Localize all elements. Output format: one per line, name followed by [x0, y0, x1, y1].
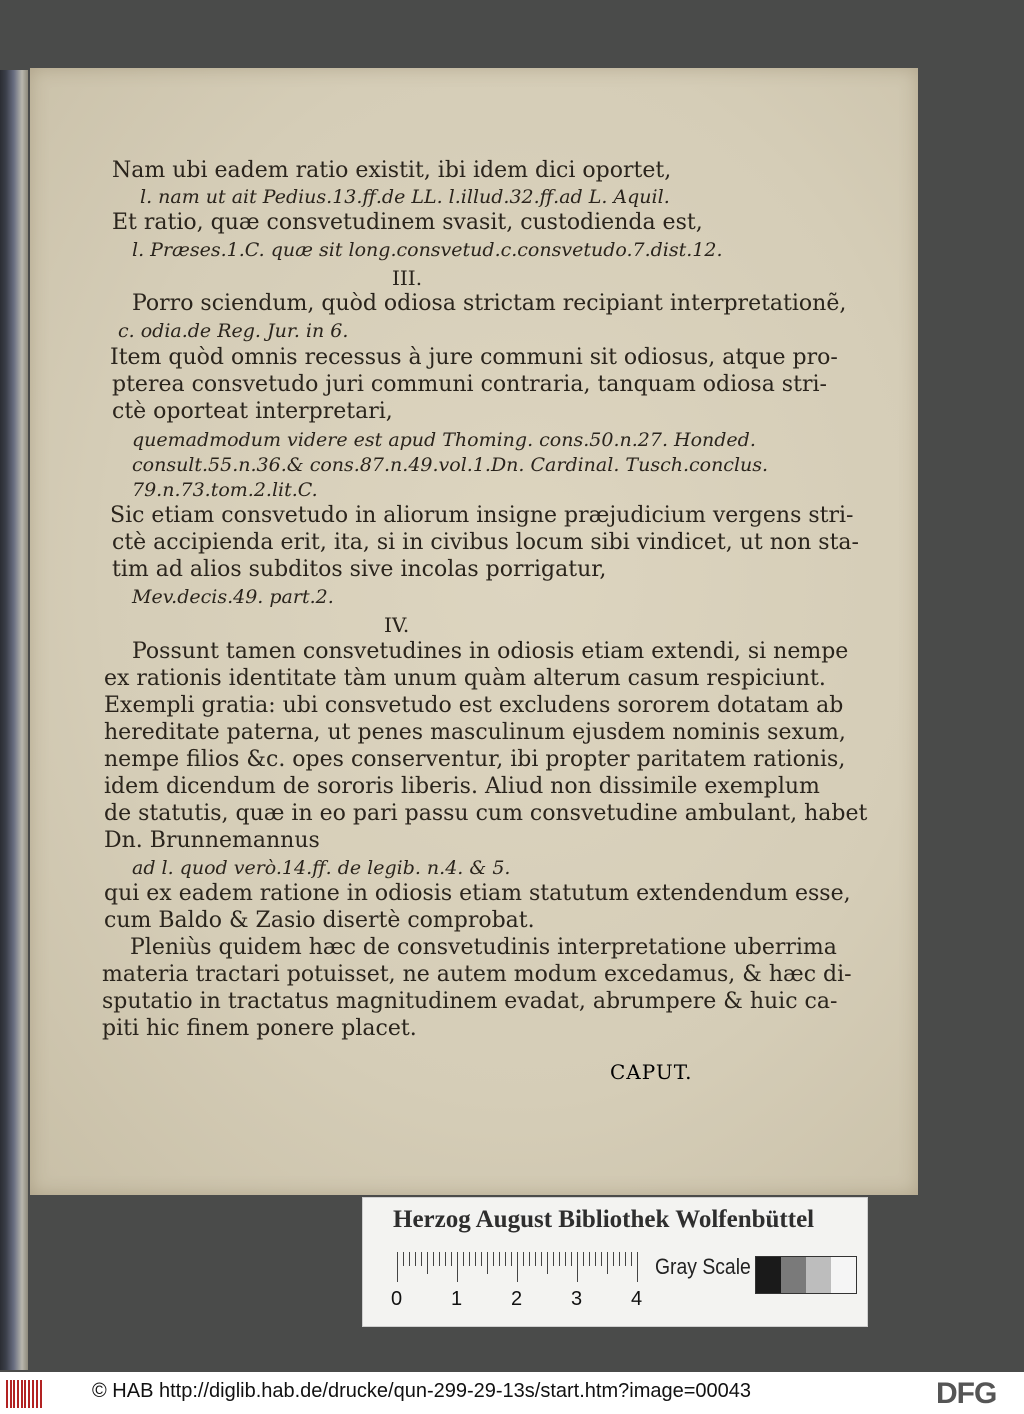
ruler-tick [451, 1252, 452, 1266]
text-line: Porro sciendum, quòd odiosa strictam recipiant interpretationẽ, [132, 291, 847, 316]
gray-swatch [831, 1257, 856, 1293]
text-line: quemadmodum videre est apud Thoming. cons.50.n.27. Honded. [132, 429, 756, 451]
text-line: l. nam ut ait Pedius.13.ff.de LL. l.illud.32.ff.ad L. Aquil. [140, 186, 670, 208]
barcode-bar [6, 1380, 8, 1408]
ruler-tick [475, 1252, 476, 1266]
ruler-tick [601, 1252, 602, 1266]
text-line: consult.55.n.36.& cons.87.n.49.vol.1.Dn. Cardinal. Tusch.conclus. [132, 454, 769, 476]
barcode-bar [40, 1380, 42, 1408]
ruler-tick [463, 1252, 464, 1266]
barcode-icon [6, 1380, 46, 1408]
gray-scale-label: Gray Scale [655, 1254, 751, 1279]
ruler-number: 4 [631, 1288, 643, 1310]
ruler-tick [427, 1252, 428, 1274]
ruler-tick [571, 1252, 572, 1266]
gray-swatch [806, 1257, 831, 1293]
scale-ruler [391, 1252, 647, 1310]
text-line: idem dicendum de sororis liberis. Aliud non dissimile exemplum [104, 774, 820, 799]
ruler-tick [505, 1252, 506, 1266]
ruler-tick [595, 1252, 596, 1266]
ruler-number: 3 [571, 1288, 583, 1310]
text-line: Exempli gratia: ubi consvetudo est excludens sororem dotatam ab [104, 693, 844, 718]
ruler-tick [631, 1252, 632, 1266]
ruler-tick [577, 1252, 578, 1282]
catchword: CAPUT. [610, 1060, 693, 1084]
text-line: Sic etiam consvetudo in aliorum insigne præjudicium vergens stri- [110, 503, 854, 528]
ruler-tick [511, 1252, 512, 1266]
library-color-card [362, 1197, 868, 1327]
ruler-tick [583, 1252, 584, 1266]
ruler-tick [541, 1252, 542, 1266]
ruler-tick [457, 1252, 458, 1282]
ruler-tick [565, 1252, 566, 1266]
text-line: III. [392, 266, 423, 290]
ruler-tick [553, 1252, 554, 1266]
ruler-tick [607, 1252, 608, 1274]
barcode-bar [13, 1380, 15, 1408]
document-page [30, 68, 918, 1195]
text-line: ad l. quod verò.14.ff. de legib. n.4. & 5. [132, 857, 511, 879]
ruler-number: 2 [511, 1288, 523, 1310]
ruler-tick [547, 1252, 548, 1274]
ruler-tick [637, 1252, 638, 1282]
ruler-tick [445, 1252, 446, 1266]
text-line: hereditate paterna, ut penes masculinum ejusdem nominis sexum, [104, 720, 846, 745]
text-line: pterea consvetudo juri communi contraria, tanquam odiosa stri- [112, 372, 827, 397]
text-line: Et ratio, quæ consvetudinem svasit, custodienda est, [112, 210, 703, 235]
text-line: c. odia.de Reg. Jur. in 6. [118, 320, 349, 342]
ruler-tick [493, 1252, 494, 1266]
text-line: qui ex eadem ratione in odiosis etiam statutum extendendum esse, [104, 881, 851, 906]
ruler-number: 0 [391, 1288, 403, 1310]
text-line: sputatio in tractatus magnitudinem evadat, abrumpere & huic ca- [102, 989, 838, 1014]
text-line: ex rationis identitate tàm unum quàm alterum casum respiciunt. [104, 666, 826, 691]
text-line: nempe filios &c. opes conserventur, ibi propter paritatem rationis, [104, 747, 846, 772]
ruler-tick [559, 1252, 560, 1266]
barcode-bar [32, 1380, 34, 1408]
barcode-bar [28, 1380, 30, 1408]
ruler-tick [589, 1252, 590, 1266]
ruler-tick [481, 1252, 482, 1266]
ruler-tick [403, 1252, 404, 1266]
ruler-tick [523, 1252, 524, 1266]
barcode-bar [10, 1380, 12, 1408]
ruler-tick [535, 1252, 536, 1266]
ruler-tick [421, 1252, 422, 1266]
text-line: 79.n.73.tom.2.lit.C. [132, 479, 318, 501]
text-line: Nam ubi eadem ratio existit, ibi idem dici oportet, [112, 158, 672, 183]
library-name: Herzog August Bibliothek Wolfenbüttel [393, 1206, 815, 1233]
ruler-tick [439, 1252, 440, 1266]
text-line: Possunt tamen consvetudines in odiosis etiam extendi, si nempe [132, 639, 849, 664]
page-text [30, 68, 918, 1195]
gray-swatch [756, 1257, 781, 1293]
ruler-tick [625, 1252, 626, 1266]
ruler-tick [397, 1252, 398, 1282]
text-line: Dn. Brunnemannus [104, 828, 320, 853]
text-line: Item quòd omnis recessus à jure communi sit odiosus, atque pro- [110, 345, 838, 370]
text-line: l. Præses.1.C. quæ sit long.consvetud.c.consvetudo.7.dist.12. [132, 239, 723, 261]
ruler-tick [487, 1252, 488, 1274]
barcode-bar [24, 1380, 26, 1408]
barcode-bar [21, 1380, 23, 1408]
text-line: ctè oporteat interpretari, [112, 399, 393, 424]
text-line: IV. [384, 613, 410, 637]
text-line: cum Baldo & Zasio disertè comprobat. [104, 908, 535, 933]
text-line: materia tractari potuisset, ne autem modum excedamus, & hæc di- [102, 962, 852, 987]
text-line: ctè accipienda erit, ita, si in civibus locum sibi vindicet, ut non sta- [112, 530, 859, 555]
ruler-tick [529, 1252, 530, 1266]
ruler-tick [613, 1252, 614, 1266]
barcode-bar [17, 1380, 19, 1408]
text-line: tim ad alios subditos sive incolas porrigatur, [112, 557, 607, 582]
ruler-tick [433, 1252, 434, 1266]
ruler-number: 1 [451, 1288, 463, 1310]
ruler-tick [499, 1252, 500, 1266]
text-line: Pleniùs quidem hæc de consvetudinis interpretatione uberrima [130, 935, 837, 960]
ruler-tick [409, 1252, 410, 1266]
ruler-tick [619, 1252, 620, 1266]
dfg-logo: DFG [936, 1377, 997, 1410]
text-line: Mev.decis.49. part.2. [132, 586, 334, 608]
ruler-tick [517, 1252, 518, 1282]
gray-swatch [781, 1257, 806, 1293]
ruler-tick [469, 1252, 470, 1266]
barcode-bar [36, 1380, 38, 1408]
ruler-tick [415, 1252, 416, 1266]
text-line: de statutis, quæ in eo pari passu cum consvetudine ambulant, habet [104, 801, 868, 826]
gray-scale-swatches [755, 1256, 857, 1294]
footer-credit[interactable]: © HAB http://diglib.hab.de/drucke/qun-299-29-13s/start.htm?image=00043 [92, 1380, 752, 1402]
adjacent-leaf-edge [0, 70, 28, 1370]
text-line: piti hic finem ponere placet. [102, 1016, 417, 1041]
viewer-footer [0, 1372, 1024, 1414]
